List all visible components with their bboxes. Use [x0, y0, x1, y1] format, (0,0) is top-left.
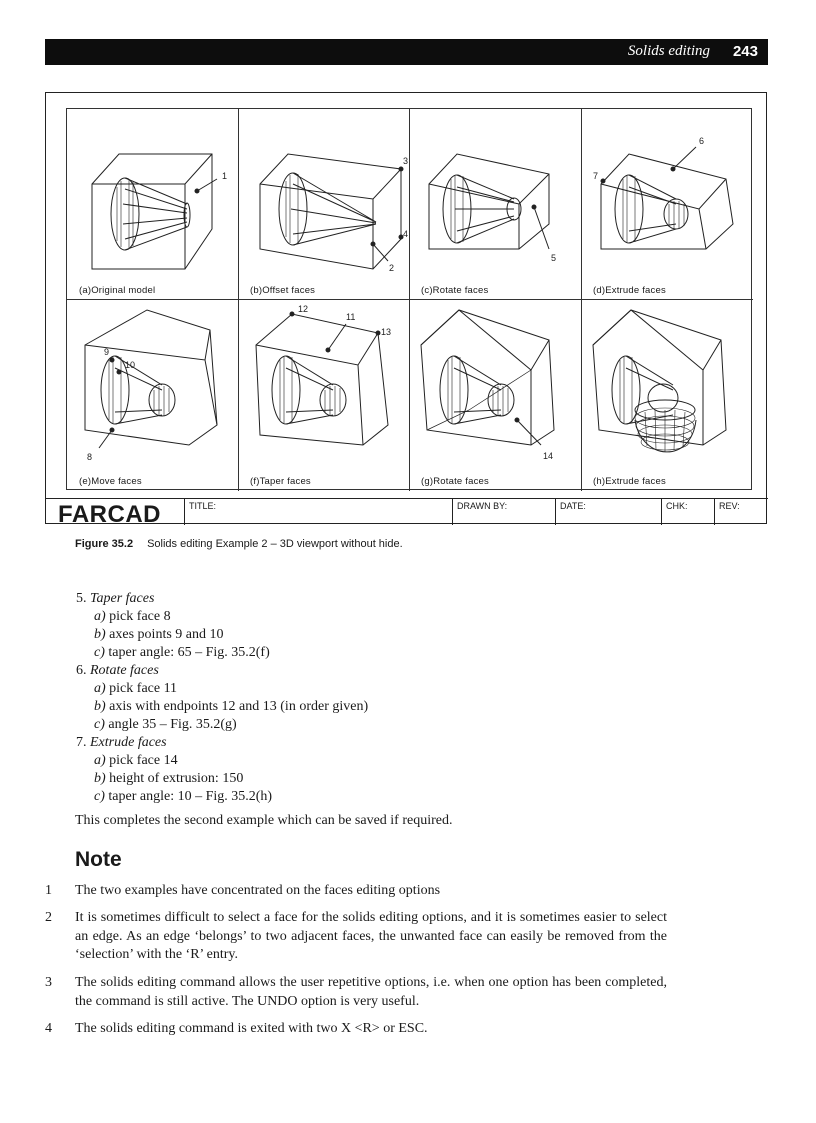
panel-offset-faces: [238, 109, 409, 300]
title-field: TITLE:: [184, 499, 452, 525]
panel-caption: (d)Extrude faces: [593, 285, 666, 296]
step-item: a) pick face 8: [94, 609, 171, 624]
drawn-by-field: DRAWN BY:: [452, 499, 555, 525]
svg-text:4: 4: [403, 229, 409, 239]
farcad-logo: FARCAD: [58, 501, 161, 528]
panel-caption: (g)Rotate faces: [421, 476, 489, 487]
svg-text:10: 10: [125, 360, 136, 370]
figure-caption-label: Figure 35.2: [75, 538, 134, 550]
panel-taper-faces: [238, 300, 409, 491]
panel-original-model: [67, 109, 238, 300]
panel-rotate-faces-2: [409, 300, 580, 491]
svg-text:8: 8: [87, 452, 93, 462]
panel-caption: (f)Taper faces: [250, 476, 311, 487]
svg-text:3: 3: [403, 156, 409, 166]
section-title: Solids editing: [627, 43, 710, 59]
panel-extrude-faces-2: [581, 300, 752, 491]
panel-caption: (c)Rotate faces: [421, 285, 489, 296]
step-heading: 6. Rotate faces: [76, 663, 159, 678]
step-item: a) pick face 14: [94, 753, 178, 768]
step-heading: 7. Extrude faces: [76, 735, 167, 750]
svg-text:11: 11: [346, 312, 356, 322]
running-header: [45, 39, 768, 65]
svg-text:7: 7: [593, 171, 599, 181]
panel-rotate-faces: [409, 109, 580, 300]
step-item: c) taper angle: 65 – Fig. 35.2(f): [94, 645, 270, 660]
figure-panels-grid: [66, 108, 752, 490]
step-item: c) angle 35 – Fig. 35.2(g): [94, 717, 237, 732]
svg-text:6: 6: [699, 136, 705, 146]
figure-caption: [75, 538, 403, 550]
panel-label: 1: [222, 171, 228, 181]
panel-caption: (b)Offset faces: [250, 285, 316, 296]
figure-35-2: [45, 92, 767, 528]
page-number: 243: [732, 43, 758, 60]
panel-extrude-faces: [581, 109, 752, 300]
svg-text:2: 2: [389, 263, 395, 273]
svg-text:13: 13: [381, 327, 392, 337]
title-block: [46, 498, 768, 528]
rev-field: REV:: [714, 499, 768, 525]
svg-text:5: 5: [551, 253, 557, 263]
chk-field: CHK:: [661, 499, 714, 525]
date-field: DATE:: [555, 499, 661, 525]
svg-text:14: 14: [543, 451, 554, 461]
step-item: b) height of extrusion: 150: [94, 771, 244, 786]
note-heading: Note: [75, 848, 122, 871]
step-item: c) taper angle: 10 – Fig. 35.2(h): [94, 789, 273, 804]
step-item: b) axis with endpoints 12 and 13 (in order given): [94, 699, 369, 714]
panel-move-faces: [67, 300, 238, 491]
svg-text:9: 9: [104, 347, 110, 357]
step-item: a) pick face 11: [94, 681, 178, 696]
step-item: b) axes points 9 and 10: [94, 627, 224, 642]
panel-caption: (e)Move faces: [79, 476, 142, 487]
steps-list: [76, 590, 368, 806]
panel-caption: (h)Extrude faces: [593, 476, 666, 487]
step-heading: 5. Taper faces: [76, 591, 155, 606]
svg-text:12: 12: [298, 304, 309, 314]
panel-caption: (a)Original model: [79, 285, 156, 296]
figure-caption-text: Solids editing Example 2 – 3D viewport without hide.: [147, 538, 403, 550]
conclusion-paragraph: This completes the second example which can be saved if required.: [75, 813, 453, 828]
